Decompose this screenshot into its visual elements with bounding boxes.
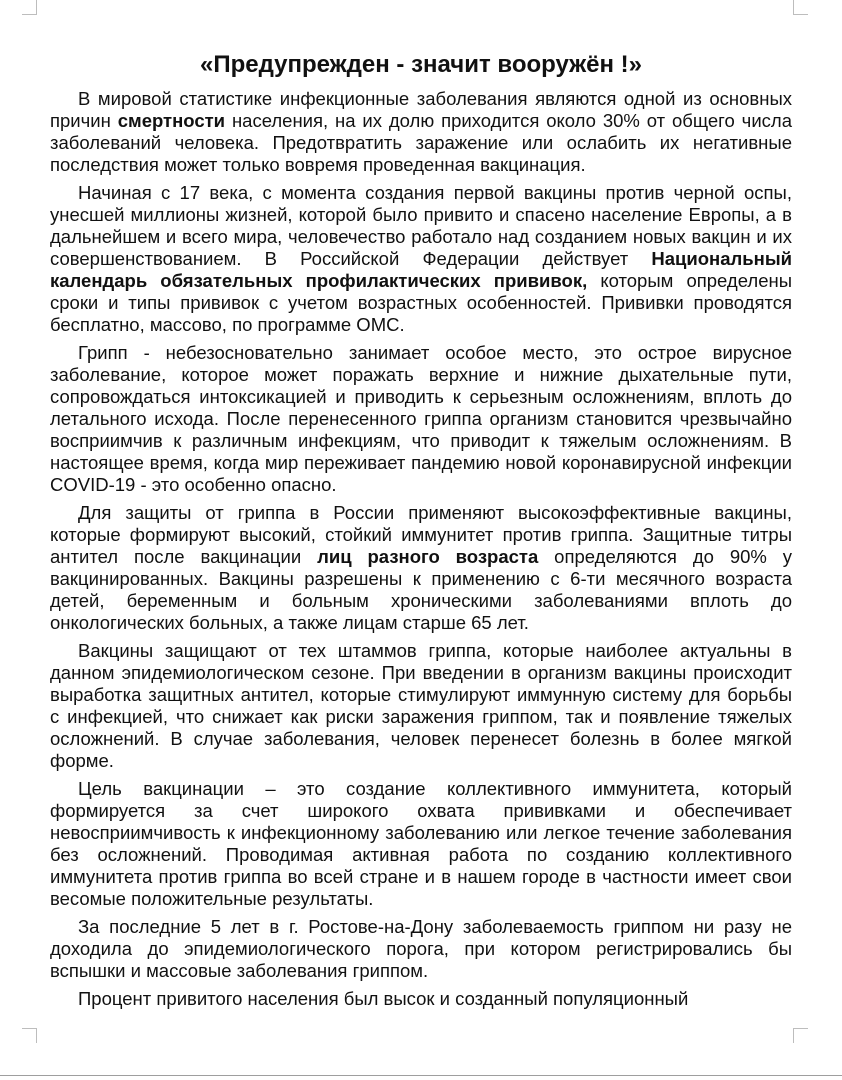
paragraph-text: В мировой статистике инфекционные заболевания являются одной из основных причин [50, 88, 792, 131]
page-bottom-edge [0, 1075, 842, 1076]
crop-mark-top-left [22, 0, 37, 15]
paragraph-vaccines [50, 502, 792, 634]
paragraph-text: которым определены сроки и типы прививок с учетом возрастных особенностей. Прививки проводятся бесплатно, массово, по программе ОМС. [50, 270, 792, 335]
paragraph-text: Начиная с 17 века, с момента создания первой вакцины против черной оспы, унесшей миллионы жизней, которой было привито и спасено население Европы, а в дальнейшем и всего мира, человечество работало над созданием новых вакцин и их совершенствованием. В Российской Федерации действует [50, 182, 792, 269]
paragraph-text: определяются до 90% у вакцинированных. Вакцины разрешены к применению с 6-ти месячного возраста детей, беременным и больным хроническими заболеваниями вплоть до онкологических больных, а также лицам старше 65 лет. [50, 546, 793, 633]
paragraph-text: За последние 5 лет в г. Ростове-на-Дону заболеваемость гриппом ни разу не доходила до эпидемиологического порога, при котором регистрировались бы вспышки и массовые заболевания гриппом. [50, 916, 792, 981]
crop-mark-bottom-right [793, 1028, 808, 1043]
paragraph-text: Для защиты от гриппа в России применяют высокоэффективные вакцины, которые формируют высокий, стойкий иммунитет против гриппа. Защитные титры антител после вакцинации [50, 502, 792, 567]
paragraph-mortality [50, 88, 792, 176]
crop-mark-top-right [793, 0, 808, 15]
emphasis-text: Национальный календарь обязательных профилактических прививок, [50, 248, 792, 291]
document-title: «Предупрежден - значит вооружён !» [200, 51, 642, 78]
emphasis-text: смертности [117, 110, 226, 131]
paragraph-flu [50, 342, 792, 496]
paragraph-percent [50, 988, 792, 1010]
paragraph-text: Вакцины защищают от тех штаммов гриппа, которые наиболее актуальны в данном эпидемиологическом сезоне. При введении в организм вакцины происходит выработка защитных антител, которые стимулируют иммунную систему для борьбы с инфекцией, что снижает как риски заражения гриппом, так и появление тяжелых осложнений. В случае заболевания, человек перенесет болезнь в более мягкой форме. [50, 640, 792, 771]
paragraph-goal [50, 778, 792, 910]
paragraph-text: Процент привитого населения был высок и созданный популяционный [78, 988, 689, 1009]
paragraph-text: Цель вакцинации – это создание коллективного иммунитета, который формируется за счет широкого охвата прививками и обеспечивает невосприимчивость к инфекционному заболеванию или легкое течение заболевания без осложнений. Проводимая активная работа по созданию коллективного иммунитета против гриппа во всей стране и в нашем городе в частности имеет свои весомые положительные результаты. [50, 778, 792, 909]
crop-mark-bottom-left [22, 1028, 37, 1043]
paragraph-history [50, 182, 792, 336]
paragraph-strains [50, 640, 792, 772]
emphasis-text: лиц разного возраста [317, 546, 539, 567]
paragraph-text: населения, на их долю приходится около 30% от общего числа заболеваний человека. Предотвратить заражение или ослабить их негативные последствия может только вовремя проведенная вакцинация. [50, 110, 792, 175]
paragraph-text: Грипп - небезосновательно занимает особое место, это острое вирусное заболевание, которое может поражать верхние и нижние дыхательные пути, сопровождаться интоксикацией и приводить к серьезным осложнениям, вплоть до летального исхода. После перенесенного гриппа организм становится чрезвычайно восприимчив к различным инфекциям, что приводит к тяжелым осложнениям. В настоящее время, когда мир переживает пандемию новой коронавирусной инфекции COVID-19 - это особенно опасно. [50, 342, 792, 495]
paragraph-rostov [50, 916, 792, 982]
document-page [50, 50, 792, 1016]
